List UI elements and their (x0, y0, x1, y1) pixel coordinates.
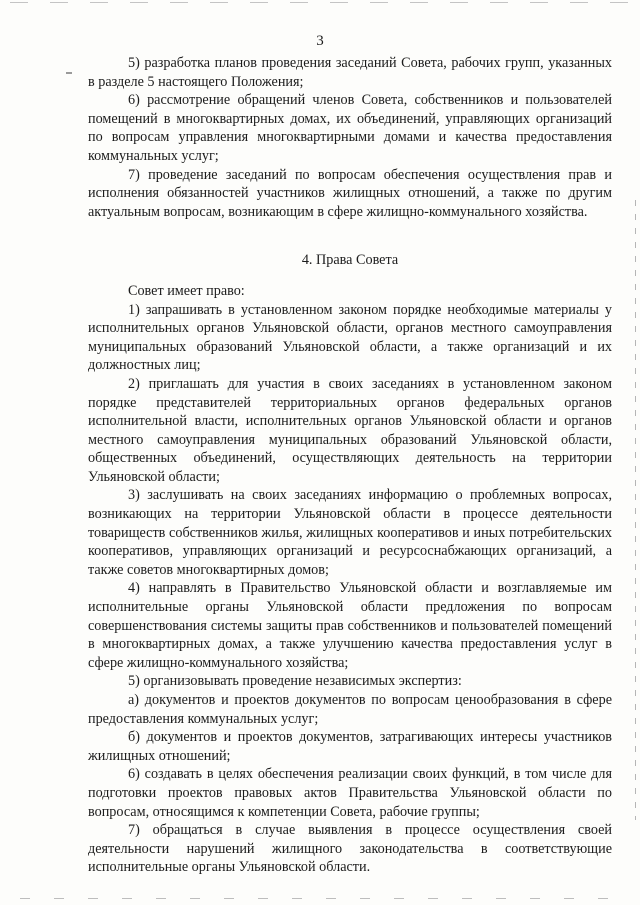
page-number: 3 (316, 33, 324, 49)
document-body (88, 54, 612, 877)
paragraph-right-5: 5) организовывать проведение независимых экспертиз: (128, 673, 462, 690)
paragraph-right-2: 2) приглашать для участия в своих заседаниях в установленном законом порядке представителей территориальных органов федеральных органов исполнительной власти, исполнительных органов Ульяновской области и органов местного самоуправления муниципальных образований Ульяновской области, общественных объединений, осуществляющих деятельность на территории Ульяновской области; (88, 375, 612, 485)
paragraph-right-3: 3) заслушивать на своих заседаниях информацию о проблемных вопросах, возникающих на территории Ульяновской области в процессе деятельности товариществ собственников жилья, жилищных кооперативов и иных потребительских кооперативов, управляющих организаций и ресурсоснабжающих организаций, а также советов многоквартирных домов; (88, 487, 612, 578)
paragraph-right-5b: б) документов и проектов документов, затрагивающих интересы участников жилищных отношений; (88, 729, 612, 764)
paragraph-item-5: 5) разработка планов проведения заседаний Совета, рабочих групп, указанных в разделе 5 настоящего Положения; (88, 55, 612, 90)
scan-edge-bottom (20, 898, 620, 899)
scan-edge-top (10, 2, 630, 3)
paragraph-right-7: 7) обращаться в случае выявления в процессе осуществления своей деятельности нарушений жилищного законодательства в соответствующие исполнительные органы Ульяновской области. (88, 822, 612, 876)
scan-speck (66, 72, 72, 74)
paragraph-item-7: 7) проведение заседаний по вопросам обеспечения осуществления прав и исполнения обязанностей участников жилищных отношений, а также по другим актуальным вопросам, возникающим в сфере жилищно-коммунального хозяйства. (88, 166, 612, 220)
paragraph-right-5a: а) документов и проектов документов по вопросам ценообразования в сфере предоставления коммунальных услуг; (88, 692, 612, 727)
paragraph-item-6: 6) рассмотрение обращений членов Совета, собственников и пользователей помещений в многоквартирных домах, их объединений, управляющих организаций по вопросам управления многоквартирными домами и качества предоставления коммунальных услуг; (88, 92, 612, 164)
paragraph-right-1: 1) запрашивать в установленном законом порядке необходимые материалы у исполнительных органов Ульяновской области, органов местного самоуправления муниципальных образований Ульяновской области, а также организаций и их должностных лиц; (88, 301, 612, 374)
section-heading: 4. Права Совета (301, 252, 399, 269)
paragraph-right-6: 6) создавать в целях обеспечения реализации своих функций, в том числе для подготовки проектов правовых актов Правительства Ульяновской области по вопросам, относящимся к компетенции Совета, рабочие группы; (88, 766, 612, 820)
paragraph-right-4: 4) направлять в Правительство Ульяновской области и возглавляемые им исполнительные органы Ульяновской области предложения по вопросам совершенствования системы защиты прав собственников и пользователей помещений в многоквартирных домах, а также улучшению качества предоставления услуг в сфере жилищно-коммунального хозяйства; (88, 580, 612, 671)
scan-edge-right (635, 200, 636, 820)
paragraph-intro: Совет имеет право: (128, 282, 245, 299)
